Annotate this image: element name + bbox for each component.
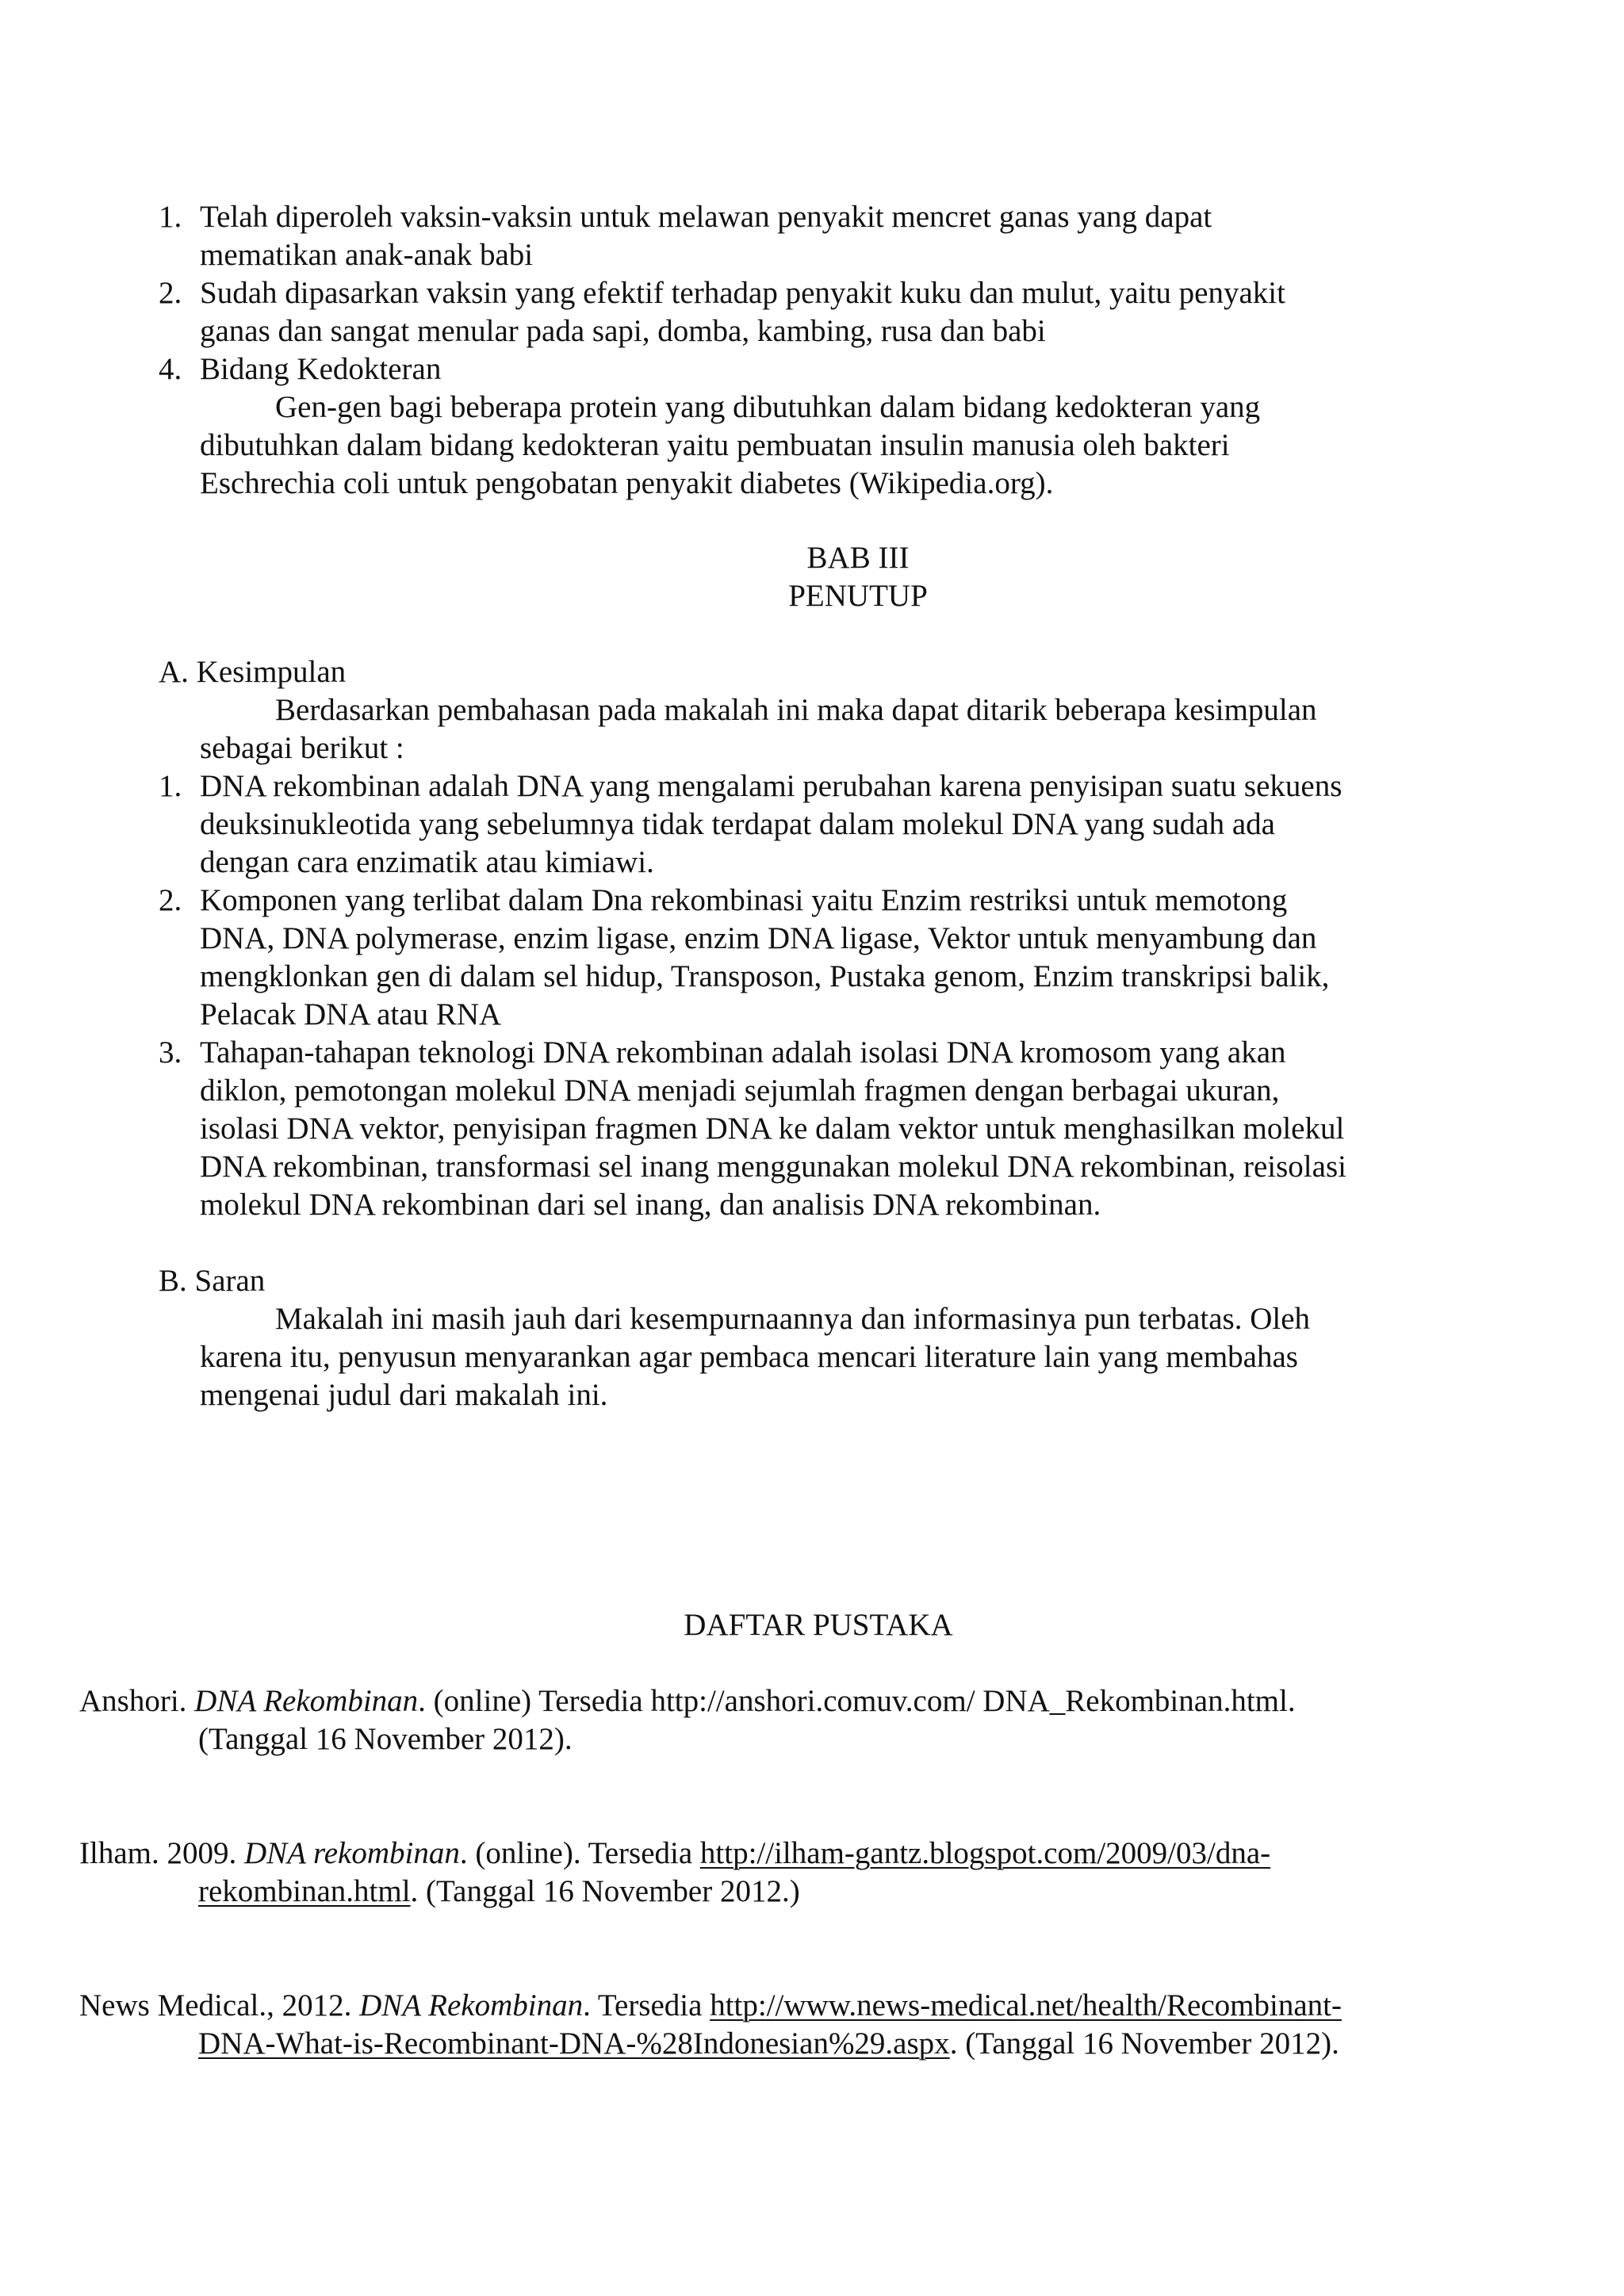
list-text: mematikan anak-anak babi	[200, 238, 534, 272]
reference-author: Ilham. 2009.	[79, 1836, 244, 1870]
reference-entry	[79, 1835, 1270, 1911]
list-text: Telah diperoleh vaksin-vaksin untuk melawan penyakit mencret ganas yang dapat	[200, 200, 1212, 234]
paragraph-line: Eschrechia coli untuk pengobatan penyakit diabetes (Wikipedia.org).	[200, 466, 1054, 500]
list-text: DNA, DNA polymerase, enzim ligase, enzim DNA ligase, Vektor untuk menyambung dan	[200, 921, 1317, 955]
reference-link[interactable]: http://www.news-medical.net/health/Recombinant-	[710, 1988, 1342, 2022]
kesimpulan-section	[159, 653, 1317, 767]
list-text: ganas dan sangat menular pada sapi, domba, kambing, rusa dan babi	[200, 314, 1046, 348]
section-heading: B. Saran	[159, 1264, 266, 1298]
reference-title: DNA rekombinan	[243, 1836, 460, 1870]
list-number: 2.	[159, 276, 182, 310]
reference-author: Anshori.	[79, 1684, 195, 1718]
reference-title: DNA Rekombinan	[359, 1988, 584, 2022]
kesimpulan-item-2	[159, 882, 1329, 1034]
list-text: deuksinukleotida yang sebelumnya tidak terdapat dalam molekul DNA yang sudah ada	[200, 807, 1275, 841]
paragraph-line: sebagai berikut :	[200, 731, 404, 765]
paragraph-line: mengenai judul dari makalah ini.	[200, 1378, 608, 1412]
reference-link[interactable]: DNA-What-is-Recombinant-DNA-%28Indonesian%29.aspx	[198, 2026, 950, 2061]
reference-author: News Medical., 2012.	[79, 1988, 360, 2022]
kesimpulan-item-3	[159, 1034, 1346, 1224]
list-number: 2.	[159, 883, 182, 917]
reference-date: . (Tanggal 16 November 2012.)	[410, 1874, 800, 1908]
list-text: DNA rekombinan adalah DNA yang mengalami perubahan karena penyisipan suatu sekuens	[200, 769, 1342, 803]
reference-title: DNA Rekombinan	[194, 1684, 419, 1718]
reference-date: . (Tanggal 16 November 2012).	[949, 2026, 1339, 2061]
list-number: 3.	[159, 1035, 182, 1070]
list-text: mengklonkan gen di dalam sel hidup, Transposon, Pustaka genom, Enzim transkripsi balik,	[200, 959, 1330, 993]
reference-entry	[79, 1682, 1296, 1758]
kedokteran-section	[159, 350, 1260, 503]
references-title: DAFTAR PUSTAKA	[684, 1608, 953, 1642]
list-number: 4.	[159, 352, 182, 386]
reference-link[interactable]: rekombinan.html	[198, 1874, 411, 1908]
list-text: Tahapan-tahapan teknologi DNA rekombinan adalah isolasi DNA kromosom yang akan	[200, 1035, 1286, 1070]
paragraph-line: dibutuhkan dalam bidang kedokteran yaitu pembuatan insulin manusia oleh bakteri	[200, 428, 1230, 462]
list-text: diklon, pemotongan molekul DNA menjadi sejumlah fragmen dengan berbagai ukuran,	[200, 1073, 1280, 1108]
section-heading: Bidang Kedokteran	[200, 352, 442, 386]
list-text: Pelacak DNA atau RNA	[200, 997, 502, 1031]
reference-date: (Tanggal 16 November 2012).	[198, 1722, 573, 1756]
list-text: Komponen yang terlibat dalam Dna rekombinasi yaitu Enzim restriksi untuk memotong	[200, 883, 1288, 917]
paragraph-line: karena itu, penyusun menyarankan agar pembaca mencari literature lain yang membahas	[200, 1340, 1298, 1374]
reference-details: . (online). Tersedia	[459, 1836, 700, 1870]
list-text: dengan cara enzimatik atau kimiawi.	[200, 845, 654, 879]
kesimpulan-item-1	[159, 767, 1342, 882]
paragraph-line: Berdasarkan pembahasan pada makalah ini maka dapat ditarik beberapa kesimpulan	[275, 693, 1317, 727]
section-heading: A. Kesimpulan	[159, 655, 347, 689]
list-number: 1.	[159, 200, 182, 234]
saran-section	[159, 1262, 1310, 1414]
list-text: DNA rekombinan, transformasi sel inang menggunakan molekul DNA rekombinan, reisolasi	[200, 1150, 1346, 1184]
paragraph-line: Gen-gen bagi beberapa protein yang dibutuhkan dalam bidang kedokteran yang	[275, 390, 1261, 424]
list-text: Sudah dipasarkan vaksin yang efektif terhadap penyakit kuku dan mulut, yaitu penyakit	[200, 276, 1285, 310]
list-text: isolasi DNA vektor, penyisipan fragmen DNA ke dalam vektor untuk menghasilkan molekul	[200, 1112, 1345, 1146]
reference-link[interactable]: http://ilham-gantz.blogspot.com/2009/03/dna-	[699, 1836, 1271, 1870]
reference-details: . Tersedia	[583, 1988, 710, 2022]
paragraph-line: Makalah ini masih jauh dari kesempurnaannya dan informasinya pun terbatas. Oleh	[275, 1302, 1311, 1336]
list-text: molekul DNA rekombinan dari sel inang, dan analisis DNA rekombinan.	[200, 1188, 1101, 1222]
vaccine-item-1	[159, 198, 1212, 274]
chapter-label: BAB III	[806, 541, 910, 575]
reference-entry	[79, 1987, 1342, 2063]
vaccine-item-2	[159, 274, 1285, 350]
reference-details: . (online) Tersedia http://anshori.comuv.com/ DNA_Rekombinan.html.	[418, 1684, 1296, 1718]
list-number: 1.	[159, 769, 182, 803]
chapter-title: PENUTUP	[788, 579, 928, 613]
